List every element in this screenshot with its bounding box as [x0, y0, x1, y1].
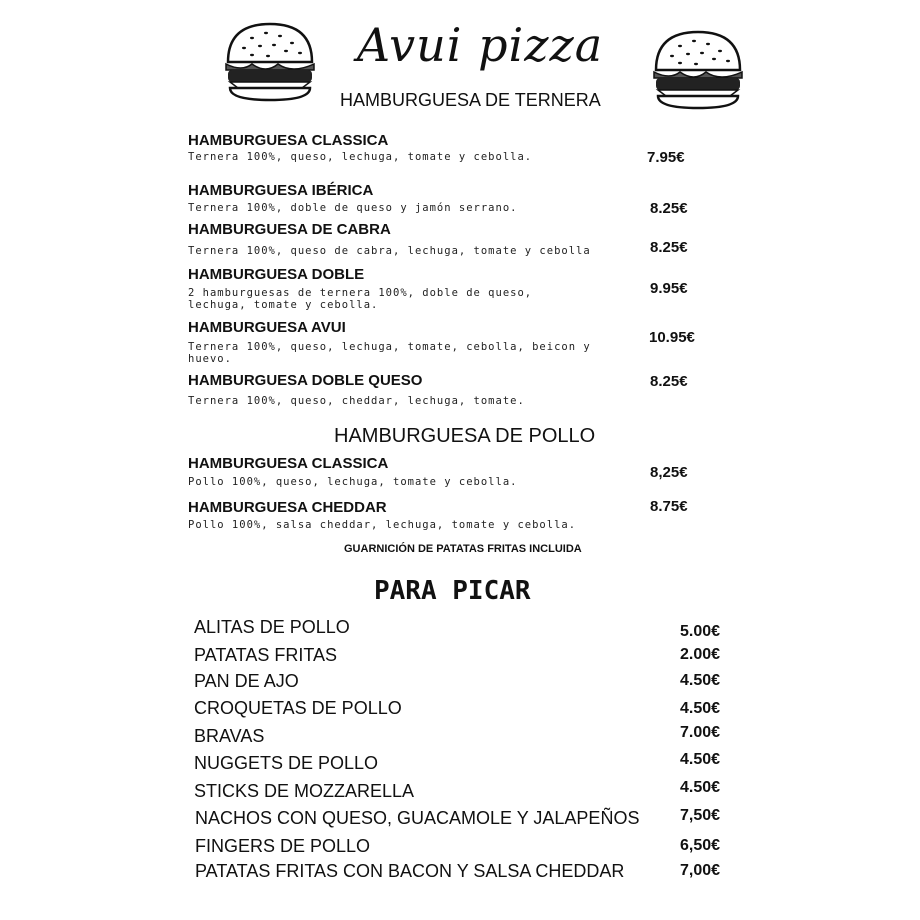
brand-logo-text: Avui pizza	[356, 18, 604, 72]
snack-item-price: 4.50€	[680, 672, 721, 689]
side-dish-note: GUARNICIÓN DE PATATAS FRITAS INCLUIDA	[344, 543, 582, 555]
menu-item-desc: Pollo 100%, salsa cheddar, lechuga, tomate y cebolla.	[188, 519, 577, 531]
burger-right-icon	[650, 26, 746, 112]
menu-item-name: HAMBURGUESA DOBLE QUESO	[188, 372, 423, 389]
menu-item-desc: Ternera 100%, queso, lechuga, tomate y cebolla.	[188, 151, 533, 163]
menu-item-name: HAMBURGUESA CLASSICA	[188, 132, 389, 149]
menu-item-price: 7.95€	[647, 149, 685, 166]
snack-item-name: PAN DE AJO	[194, 671, 299, 691]
menu-item-name: HAMBURGUESA DOBLE	[188, 266, 365, 283]
snack-item-name: BRAVAS	[194, 726, 265, 746]
snack-item-name: CROQUETAS DE POLLO	[194, 698, 402, 718]
snack-item-price: 6,50€	[680, 837, 721, 854]
section-title-beef: HAMBURGUESA DE TERNERA	[340, 90, 601, 110]
snack-item-name: NACHOS CON QUESO, GUACAMOLE Y JALAPEÑOS	[195, 808, 640, 828]
section-title-chicken: HAMBURGUESA DE POLLO	[334, 425, 596, 447]
menu-item-price: 8.25€	[650, 200, 688, 217]
snack-item-name: PATATAS FRITAS	[194, 645, 338, 665]
section-title-picar: PARA PICAR	[374, 576, 531, 606]
snack-item-price: 4.50€	[680, 751, 721, 768]
menu-item-desc: Ternera 100%, queso, cheddar, lechuga, tomate.	[188, 395, 525, 407]
snack-item-name: ALITAS DE POLLO	[194, 617, 350, 637]
menu-item-name: HAMBURGUESA DE CABRA	[188, 221, 391, 238]
snack-item-price: 4.50€	[680, 700, 721, 717]
menu-item-name: HAMBURGUESA IBÉRICA	[188, 182, 374, 199]
menu-item-price: 10.95€	[649, 329, 695, 346]
snack-item-name: FINGERS DE POLLO	[195, 836, 371, 856]
snack-item-price: 7,50€	[680, 807, 721, 824]
snack-item-price: 4.50€	[680, 779, 721, 796]
snack-item-price: 5.00€	[680, 623, 721, 640]
menu-item-price: 8.25€	[650, 373, 688, 390]
snack-item-price: 7.00€	[680, 724, 721, 741]
menu-item-name: HAMBURGUESA CLASSICA	[188, 455, 389, 472]
snack-item-name: STICKS DE MOZZARELLA	[194, 781, 415, 801]
menu-item-desc: Ternera 100%, queso de cabra, lechuga, tomate y cebolla	[188, 245, 591, 257]
menu-item-price: 8.75€	[650, 498, 688, 515]
menu-item-desc: 2 hamburguesas de ternera 100%, doble de queso, lechuga, tomate y cebolla.	[188, 287, 533, 311]
snack-item-name: NUGGETS DE POLLO	[194, 753, 379, 773]
menu-item-name: HAMBURGUESA AVUI	[188, 319, 346, 336]
menu-item-price: 8.25€	[650, 239, 688, 256]
menu-item-name: HAMBURGUESA CHEDDAR	[188, 499, 387, 516]
menu-item-price: 8,25€	[650, 464, 688, 481]
burger-left-icon	[222, 18, 318, 104]
menu-item-price: 9.95€	[650, 280, 688, 297]
snack-item-price: 7,00€	[680, 862, 721, 879]
menu-item-desc: Ternera 100%, doble de queso y jamón serrano.	[188, 202, 518, 214]
menu-item-desc: Pollo 100%, queso, lechuga, tomate y cebolla.	[188, 476, 518, 488]
snack-item-price: 2.00€	[680, 646, 721, 663]
snack-item-name: PATATAS FRITAS CON BACON Y SALSA CHEDDAR	[195, 861, 625, 881]
menu-item-desc: Ternera 100%, queso, lechuga, tomate, cebolla, beicon y huevo.	[188, 341, 591, 365]
